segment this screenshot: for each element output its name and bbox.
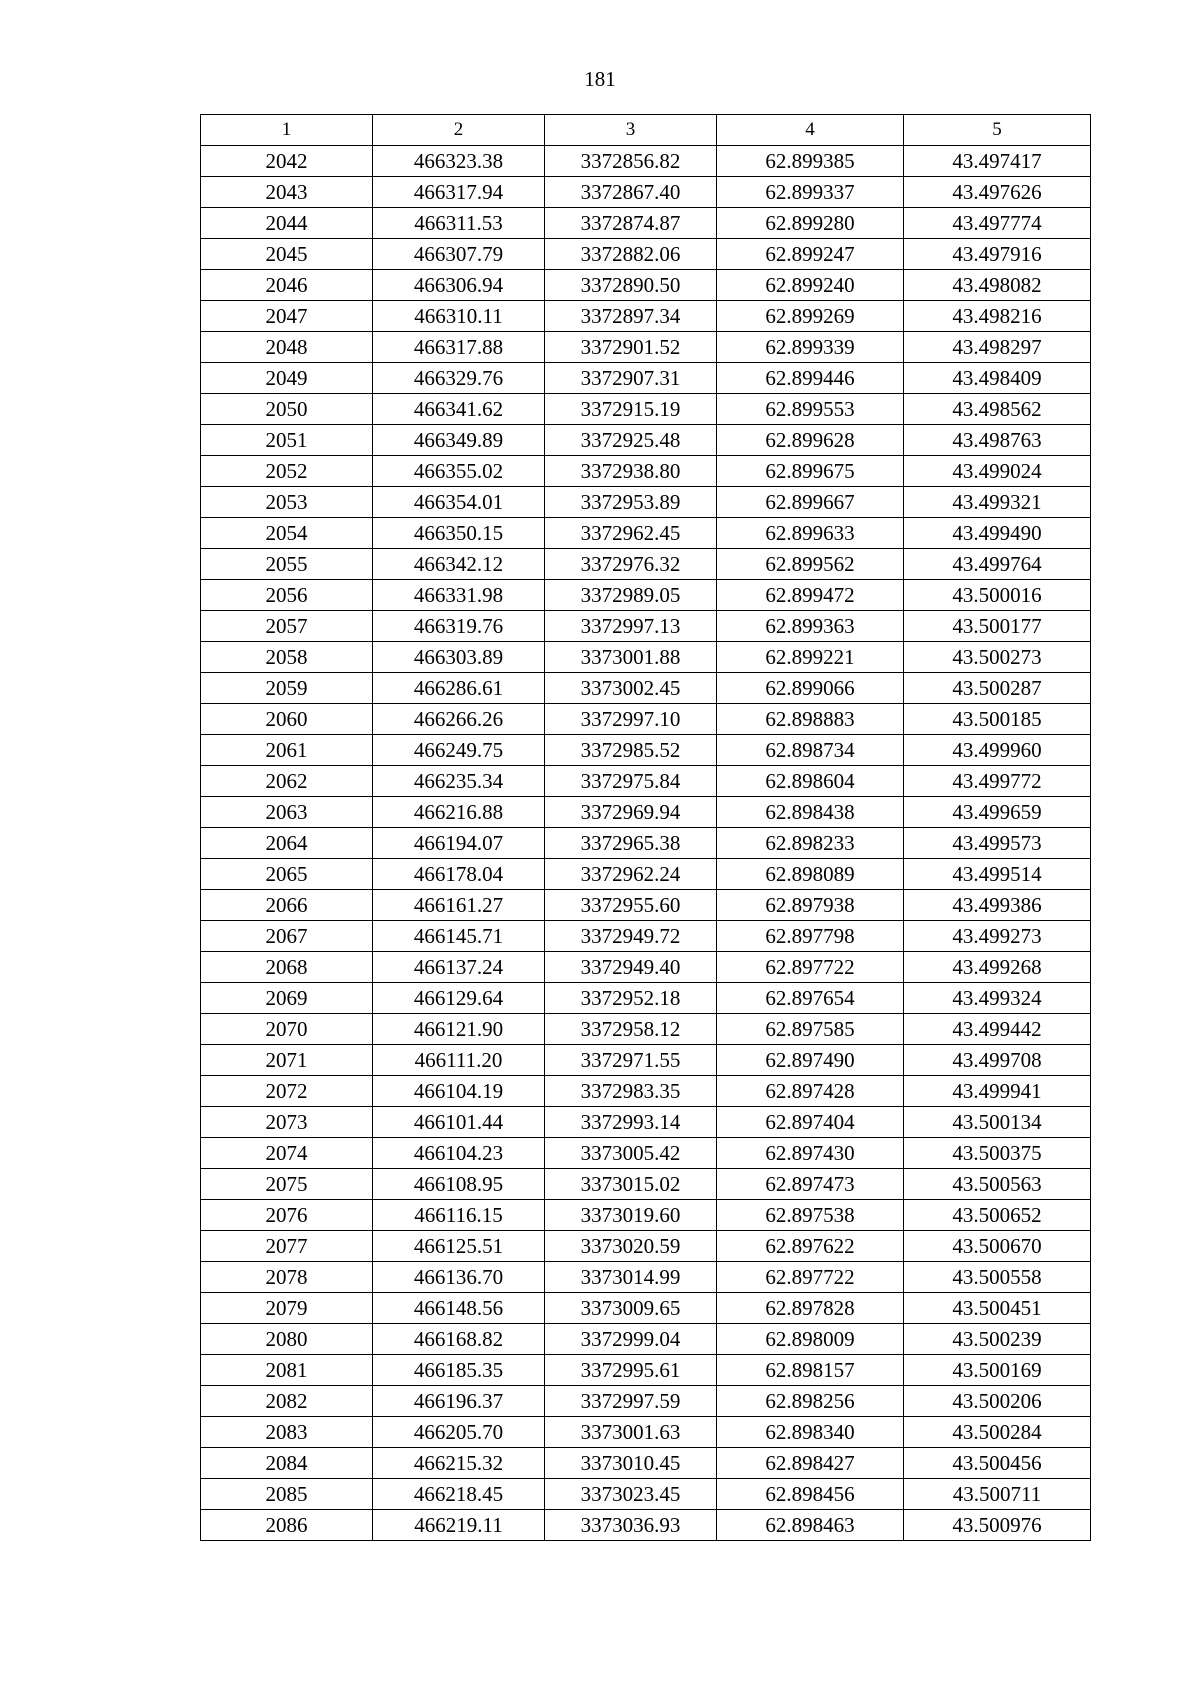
table-cell-col-5: 43.500287 [904,673,1091,704]
table-row [201,487,1091,518]
table-cell-col-3: 3372897.34 [545,301,717,332]
table-row [201,859,1091,890]
table-cell-col-5: 43.497417 [904,146,1091,177]
table-cell-col-1: 2085 [201,1479,373,1510]
table-cell-col-1: 2071 [201,1045,373,1076]
table-cell-col-5: 43.499573 [904,828,1091,859]
table-cell-col-3: 3373005.42 [545,1138,717,1169]
table-row [201,1324,1091,1355]
coordinates-table [200,114,1091,1541]
table-row [201,828,1091,859]
table-cell-col-3: 3373036.93 [545,1510,717,1541]
table-cell-col-4: 62.898157 [717,1355,904,1386]
table-cell-col-4: 62.899633 [717,518,904,549]
table-cell-col-2: 466101.44 [373,1107,545,1138]
table-cell-col-5: 43.500558 [904,1262,1091,1293]
table-cell-col-2: 466341.62 [373,394,545,425]
table-cell-col-1: 2043 [201,177,373,208]
table-cell-col-3: 3372975.84 [545,766,717,797]
table-cell-col-1: 2064 [201,828,373,859]
table-cell-col-4: 62.898438 [717,797,904,828]
table-cell-col-3: 3372874.87 [545,208,717,239]
table-cell-col-1: 2082 [201,1386,373,1417]
table-row [201,239,1091,270]
table-cell-col-2: 466317.94 [373,177,545,208]
table-cell-col-4: 62.897404 [717,1107,904,1138]
table-cell-col-4: 62.899066 [717,673,904,704]
table-cell-col-2: 466125.51 [373,1231,545,1262]
table-cell-col-3: 3372971.55 [545,1045,717,1076]
table-cell-col-1: 2057 [201,611,373,642]
table-cell-col-1: 2048 [201,332,373,363]
table-cell-col-1: 2078 [201,1262,373,1293]
table-row [201,1293,1091,1324]
table-cell-col-5: 43.499960 [904,735,1091,766]
table-row [201,611,1091,642]
table-row [201,735,1091,766]
table-cell-col-4: 62.897538 [717,1200,904,1231]
table-cell-col-4: 62.897430 [717,1138,904,1169]
table-cell-col-3: 3372953.89 [545,487,717,518]
table-cell-col-3: 3372938.80 [545,456,717,487]
table-row [201,704,1091,735]
table-cell-col-3: 3373001.88 [545,642,717,673]
table-cell-col-5: 43.499386 [904,890,1091,921]
table-cell-col-3: 3372989.05 [545,580,717,611]
table-cell-col-2: 466310.11 [373,301,545,332]
table-cell-col-5: 43.499708 [904,1045,1091,1076]
table-cell-col-2: 466218.45 [373,1479,545,1510]
table-cell-col-3: 3372882.06 [545,239,717,270]
table-cell-col-5: 43.498216 [904,301,1091,332]
table-row [201,363,1091,394]
table-cell-col-1: 2073 [201,1107,373,1138]
table-cell-col-2: 466349.89 [373,425,545,456]
table-cell-col-5: 43.500134 [904,1107,1091,1138]
table-cell-col-5: 43.500563 [904,1169,1091,1200]
table-row [201,797,1091,828]
table-cell-col-1: 2054 [201,518,373,549]
table-row [201,425,1091,456]
table-cell-col-3: 3372976.32 [545,549,717,580]
table-cell-col-2: 466311.53 [373,208,545,239]
table-cell-col-4: 62.897938 [717,890,904,921]
table-cell-col-4: 62.898883 [717,704,904,735]
table-cell-col-4: 62.899269 [717,301,904,332]
table-cell-col-2: 466319.76 [373,611,545,642]
table-cell-col-2: 466249.75 [373,735,545,766]
table-cell-col-1: 2042 [201,146,373,177]
table-cell-col-1: 2044 [201,208,373,239]
column-header-5: 5 [904,115,1091,146]
table-cell-col-1: 2052 [201,456,373,487]
table-cell-col-2: 466196.37 [373,1386,545,1417]
table-row [201,890,1091,921]
table-cell-col-2: 466306.94 [373,270,545,301]
table-cell-col-2: 466216.88 [373,797,545,828]
table-body [201,146,1091,1541]
table-row [201,1510,1091,1541]
table-cell-col-4: 62.899339 [717,332,904,363]
table-cell-col-4: 62.899472 [717,580,904,611]
table-cell-col-2: 466266.26 [373,704,545,735]
table-cell-col-1: 2083 [201,1417,373,1448]
table-row [201,1076,1091,1107]
table-row [201,952,1091,983]
table-cell-col-4: 62.898456 [717,1479,904,1510]
table-cell-col-4: 62.899562 [717,549,904,580]
table-cell-col-5: 43.499772 [904,766,1091,797]
table-cell-col-5: 43.500456 [904,1448,1091,1479]
table-cell-col-5: 43.500206 [904,1386,1091,1417]
table-cell-col-4: 62.898233 [717,828,904,859]
table-cell-col-4: 62.899553 [717,394,904,425]
table-cell-col-3: 3373015.02 [545,1169,717,1200]
table-row [201,270,1091,301]
table-cell-col-1: 2075 [201,1169,373,1200]
table-cell-col-3: 3372915.19 [545,394,717,425]
table-cell-col-4: 62.897828 [717,1293,904,1324]
table-cell-col-3: 3372997.13 [545,611,717,642]
table-cell-col-3: 3372955.60 [545,890,717,921]
table-cell-col-5: 43.499764 [904,549,1091,580]
table-row [201,1386,1091,1417]
table-cell-col-2: 466108.95 [373,1169,545,1200]
table-cell-col-2: 466121.90 [373,1014,545,1045]
table-cell-col-2: 466286.61 [373,673,545,704]
table-cell-col-4: 62.898009 [717,1324,904,1355]
table-cell-col-2: 466354.01 [373,487,545,518]
table-row [201,580,1091,611]
table-cell-col-1: 2058 [201,642,373,673]
table-cell-col-5: 43.499941 [904,1076,1091,1107]
table-row [201,1014,1091,1045]
table-cell-col-1: 2056 [201,580,373,611]
table-cell-col-3: 3372969.94 [545,797,717,828]
table-cell-col-3: 3372995.61 [545,1355,717,1386]
table-cell-col-5: 43.500177 [904,611,1091,642]
table-cell-col-3: 3373014.99 [545,1262,717,1293]
table-cell-col-2: 466317.88 [373,332,545,363]
page-number: 181 [584,67,616,91]
table-cell-col-5: 43.499490 [904,518,1091,549]
table-cell-col-1: 2067 [201,921,373,952]
table-cell-col-4: 62.899385 [717,146,904,177]
table-cell-col-2: 466303.89 [373,642,545,673]
table-cell-col-2: 466168.82 [373,1324,545,1355]
table-cell-col-5: 43.500451 [904,1293,1091,1324]
table-cell-col-4: 62.899280 [717,208,904,239]
table-cell-col-2: 466111.20 [373,1045,545,1076]
table-cell-col-1: 2046 [201,270,373,301]
table-cell-col-5: 43.499514 [904,859,1091,890]
table-cell-col-3: 3372985.52 [545,735,717,766]
table-cell-col-5: 43.499442 [904,1014,1091,1045]
table-cell-col-1: 2066 [201,890,373,921]
table-cell-col-4: 62.898089 [717,859,904,890]
table-cell-col-1: 2079 [201,1293,373,1324]
table-cell-col-2: 466205.70 [373,1417,545,1448]
table-cell-col-3: 3372997.59 [545,1386,717,1417]
table-cell-col-3: 3372952.18 [545,983,717,1014]
table-cell-col-5: 43.500169 [904,1355,1091,1386]
table-cell-col-1: 2051 [201,425,373,456]
table-row [201,208,1091,239]
table-cell-col-3: 3372901.52 [545,332,717,363]
table-cell-col-4: 62.897722 [717,1262,904,1293]
table-cell-col-3: 3372962.24 [545,859,717,890]
table-cell-col-4: 62.899628 [717,425,904,456]
table-cell-col-1: 2070 [201,1014,373,1045]
table-cell-col-3: 3372983.35 [545,1076,717,1107]
table-row [201,1107,1091,1138]
table-cell-col-2: 466235.34 [373,766,545,797]
table-cell-col-1: 2084 [201,1448,373,1479]
column-header-4: 4 [717,115,904,146]
table-cell-col-5: 43.498297 [904,332,1091,363]
table-cell-col-1: 2055 [201,549,373,580]
table-row [201,1138,1091,1169]
table-row [201,332,1091,363]
table-cell-col-2: 466342.12 [373,549,545,580]
table-cell-col-2: 466116.15 [373,1200,545,1231]
table-cell-col-4: 62.899240 [717,270,904,301]
table-cell-col-4: 62.899221 [717,642,904,673]
table-cell-col-2: 466307.79 [373,239,545,270]
table-cell-col-2: 466323.38 [373,146,545,177]
table-cell-col-3: 3372907.31 [545,363,717,394]
table-cell-col-4: 62.898734 [717,735,904,766]
table-cell-col-2: 466355.02 [373,456,545,487]
table-cell-col-3: 3372993.14 [545,1107,717,1138]
table-cell-col-5: 43.499273 [904,921,1091,952]
table-cell-col-3: 3373010.45 [545,1448,717,1479]
table-cell-col-2: 466129.64 [373,983,545,1014]
column-header-2: 2 [373,115,545,146]
column-header-1: 1 [201,115,373,146]
table-cell-col-3: 3372999.04 [545,1324,717,1355]
table-row [201,921,1091,952]
table-cell-col-4: 62.897428 [717,1076,904,1107]
table-cell-col-3: 3373020.59 [545,1231,717,1262]
table-cell-col-1: 2061 [201,735,373,766]
table-cell-col-4: 62.898463 [717,1510,904,1541]
table-cell-col-1: 2077 [201,1231,373,1262]
table-row [201,1355,1091,1386]
table-cell-col-4: 62.898256 [717,1386,904,1417]
table-cell-col-4: 62.899363 [717,611,904,642]
table-cell-col-4: 62.897654 [717,983,904,1014]
table-cell-col-3: 3372962.45 [545,518,717,549]
table-cell-col-2: 466178.04 [373,859,545,890]
table-row [201,301,1091,332]
table-row [201,146,1091,177]
table-cell-col-5: 43.500652 [904,1200,1091,1231]
table-cell-col-4: 62.898340 [717,1417,904,1448]
table-cell-col-5: 43.500239 [904,1324,1091,1355]
table-cell-col-5: 43.499024 [904,456,1091,487]
table-cell-col-2: 466350.15 [373,518,545,549]
table-cell-col-5: 43.498409 [904,363,1091,394]
table-cell-col-3: 3372965.38 [545,828,717,859]
table-cell-col-5: 43.497774 [904,208,1091,239]
table-row [201,1479,1091,1510]
table-cell-col-2: 466215.32 [373,1448,545,1479]
table-cell-col-1: 2076 [201,1200,373,1231]
table-cell-col-3: 3372997.10 [545,704,717,735]
table-cell-col-2: 466331.98 [373,580,545,611]
table-cell-col-3: 3373002.45 [545,673,717,704]
table-cell-col-5: 43.498763 [904,425,1091,456]
table-cell-col-3: 3372925.48 [545,425,717,456]
table-cell-col-2: 466161.27 [373,890,545,921]
table-cell-col-1: 2069 [201,983,373,1014]
table-row [201,983,1091,1014]
table-cell-col-1: 2072 [201,1076,373,1107]
table-cell-col-5: 43.498082 [904,270,1091,301]
table-cell-col-5: 43.500375 [904,1138,1091,1169]
table-cell-col-3: 3373009.65 [545,1293,717,1324]
table-cell-col-2: 466148.56 [373,1293,545,1324]
table-cell-col-1: 2063 [201,797,373,828]
table-cell-col-1: 2080 [201,1324,373,1355]
table-cell-col-3: 3372890.50 [545,270,717,301]
table-header [201,115,1091,146]
table-row [201,1262,1091,1293]
table-cell-col-5: 43.498562 [904,394,1091,425]
table-cell-col-1: 2053 [201,487,373,518]
table-cell-col-5: 43.499321 [904,487,1091,518]
table-cell-col-3: 3372949.72 [545,921,717,952]
table-cell-col-1: 2047 [201,301,373,332]
table-cell-col-4: 62.897798 [717,921,904,952]
table-cell-col-5: 43.499659 [904,797,1091,828]
table-cell-col-5: 43.500016 [904,580,1091,611]
table-cell-col-4: 62.899247 [717,239,904,270]
table-cell-col-1: 2086 [201,1510,373,1541]
table-cell-col-1: 2059 [201,673,373,704]
table-cell-col-3: 3372958.12 [545,1014,717,1045]
table-cell-col-1: 2081 [201,1355,373,1386]
table-cell-col-2: 466137.24 [373,952,545,983]
table-row [201,1231,1091,1262]
table-row [201,673,1091,704]
table-cell-col-2: 466219.11 [373,1510,545,1541]
table-row [201,456,1091,487]
table-cell-col-4: 62.897722 [717,952,904,983]
table-row [201,1417,1091,1448]
table-row [201,1045,1091,1076]
table-cell-col-4: 62.899337 [717,177,904,208]
table-row [201,549,1091,580]
table-cell-col-4: 62.898604 [717,766,904,797]
table-cell-col-1: 2045 [201,239,373,270]
table-cell-col-4: 62.897473 [717,1169,904,1200]
table-row [201,766,1091,797]
table-cell-col-1: 2050 [201,394,373,425]
table-row [201,1448,1091,1479]
table-cell-col-2: 466329.76 [373,363,545,394]
table-cell-col-5: 43.500670 [904,1231,1091,1262]
table-row [201,1169,1091,1200]
table-cell-col-5: 43.500273 [904,642,1091,673]
table-cell-col-5: 43.500976 [904,1510,1091,1541]
table-cell-col-1: 2065 [201,859,373,890]
table-cell-col-1: 2060 [201,704,373,735]
table-cell-col-4: 62.898427 [717,1448,904,1479]
table-cell-col-5: 43.500185 [904,704,1091,735]
table-cell-col-5: 43.500711 [904,1479,1091,1510]
table-cell-col-3: 3373019.60 [545,1200,717,1231]
table-cell-col-4: 62.899667 [717,487,904,518]
table-cell-col-3: 3372867.40 [545,177,717,208]
table-cell-col-3: 3373001.63 [545,1417,717,1448]
table-cell-col-1: 2062 [201,766,373,797]
table-cell-col-4: 62.899675 [717,456,904,487]
table-cell-col-4: 62.897490 [717,1045,904,1076]
table-cell-col-5: 43.497916 [904,239,1091,270]
table-cell-col-2: 466104.23 [373,1138,545,1169]
column-header-3: 3 [545,115,717,146]
table-cell-col-2: 466185.35 [373,1355,545,1386]
table-cell-col-3: 3373023.45 [545,1479,717,1510]
table-cell-col-3: 3372856.82 [545,146,717,177]
table-cell-col-3: 3372949.40 [545,952,717,983]
table-cell-col-4: 62.897622 [717,1231,904,1262]
table-cell-col-2: 466145.71 [373,921,545,952]
table-cell-col-2: 466104.19 [373,1076,545,1107]
table-cell-col-5: 43.499268 [904,952,1091,983]
table-row [201,1200,1091,1231]
table-row [201,394,1091,425]
table-row [201,642,1091,673]
table-cell-col-1: 2074 [201,1138,373,1169]
header-row [201,115,1091,146]
table-cell-col-1: 2068 [201,952,373,983]
table-cell-col-5: 43.499324 [904,983,1091,1014]
table-cell-col-2: 466194.07 [373,828,545,859]
table-cell-col-4: 62.897585 [717,1014,904,1045]
table-cell-col-2: 466136.70 [373,1262,545,1293]
table-row [201,177,1091,208]
table-cell-col-1: 2049 [201,363,373,394]
table-row [201,518,1091,549]
table-cell-col-4: 62.899446 [717,363,904,394]
table-cell-col-5: 43.500284 [904,1417,1091,1448]
table-cell-col-5: 43.497626 [904,177,1091,208]
